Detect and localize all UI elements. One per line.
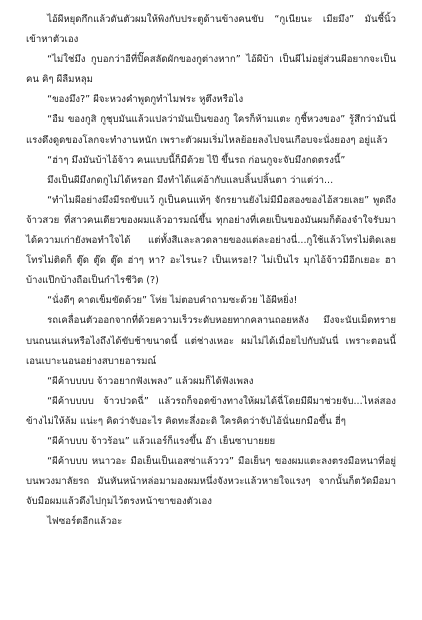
paragraph: ไฟซอร์ตอีกแล้วอะ <box>47 516 123 528</box>
paragraph: มึงเป็นผีมึงกดกูไม่ได้หรอก มึงทำได้แค่อ้ากับแลบลิ้นปลิ้นตา ว่าแต่ว่า... <box>47 174 334 186</box>
paragraph: รถเคลื่อนตัวออกจากที่ด้วยความเร็วระดับหอยทากคลานถอยหลัง มึงจะนับเม็ดทรายบนถนนเล่นหรือไงถึงได้ขับช้าขนาดนี้ แต่ช่างเหอะ ผมไม่ได้เมื่อยไปกับมันนี่ เพราะตอนนี้เอนเบาะนอนอย่างสบายอารมณ์ <box>26 315 396 367</box>
text-body <box>26 10 396 532</box>
paragraph: “ผีค้าบบบบ จ้าวปวดฉี่” แล้วรถก็จอดข้างทางให้ผมได้ฉี่โดยมีผีมาช่วยจับ...ไหล่สองข้างไม่ให้ล้ม แน่ะๆ คิดว่าจับอะไร คิดทะลึ่งอะดิ ใครคิดว่าจับไอ้นั่นยกมือขึ้น ฮี่ๆ <box>26 395 396 427</box>
paragraph: ไอ้ผีหยุดกึกแล้วดันตัวผมให้พิงกับประตูด้านข้างคนขับ “กูเนียนะ เมียมึง” มันชี้นิ้วเข้าหาตัวเอง <box>26 14 396 46</box>
paragraph: “ผีค้าบบบ หนาวอะ มือเย็นเป็นเอสซ่าแล้ววว” มือเย็นๆ ของผมแตะลงตรงมือหนาที่อยู่บนพวงมาลัยรถ มันหันหน้าหล่อมามองผมหนึ่งจังหวะแล้วหายใจแรงๆ จากนั้นก็ตวัดมือมาจับมือผมแล้วดึงไปกุมไว้ตรงหน้าขาของตัวเอง <box>26 456 396 508</box>
paragraph: “อืม ของกูสิ กูชุบมันแล้วแปลว่ามันเป็นของกู ใครก็ห้ามแตะ กูชี้หวงของ” รู้สึกว่ามันนี่แรงดึงดูดของโลกจะทำงานหนัก เพราะตัวผมเริ่มไหลย้อยลงไปจนเกือบจะนั่งยองๆ อยู่แล้ว <box>26 114 396 146</box>
paragraph: “ผีค้าบบบบ จ้าวอยากฟังเพลง” แล้วผมก็ได้ฟังเพลง <box>47 375 254 387</box>
paragraph: “นั่งดีๆ คาดเข็มขัดด้วย” โห่ย ไม่ตอบคำถามซะด้วย ไอ้ผีหยิ่ง! <box>47 295 298 307</box>
paragraph: “ไม่ใช่มึง กูบอกว่าอีที่ปิ๊คสลัดผักของกูต่างหาก” ไอ้ผีบ้า เป็นผีไม่อยู่ส่วนผีอยากจะเป็นคน คิๆ ผีลืมหลุม <box>26 54 396 86</box>
paragraph: “ฮ่าๆ มึงมันบ้าไอ้จ้าว คนแบบนี้ก็มีด้วย ไป๊ ขึ้นรถ ก่อนกูจะจับมึงกดตรงนี้” <box>47 154 346 166</box>
paragraph: “ทำไมผีอย่างมึงมีรถขับแว้ กูเป็นคนแท้ๆ จักรยานยังไม่มีมือสองของไอ้สวยเลย” พูดถึงจ้าวสวย ที่สาวคนเดียวของผมแล้วอารมณ์ขึ้น ทุกอย่างที่เคยเป็นของมันผมก็ต้องจำใจรับมา ได้ความเก่ายังพอทำใจได้ แต่ทั้งสีและลวดลายของแต่ละอย่างนี่...กูใช้แล้วโทรไม่ติดเลย โทรไม่ติดก็ ตู๊ด ตู๊ด ตู๊ด ฮ่าๆ หา? อะไรนะ? เป็นเหรอ!? ไม่เป็นไร มุกไอ้จ้าวมีอีกเยอะ ฮาบ้างแป๊กบ้างถือเป็นกำไรชีวิต (?) <box>26 194 396 287</box>
paragraph: “ผีค้าบบบ จ้าวร้อน” แล้วแอร์ก็แรงขึ้น อ๊า เย็นซาบายยย <box>47 435 276 447</box>
paragraph: “ของมึง?” ผีจะหวงคำพูดกูทำไมฟระ หูตึงหรือไง <box>47 94 244 106</box>
